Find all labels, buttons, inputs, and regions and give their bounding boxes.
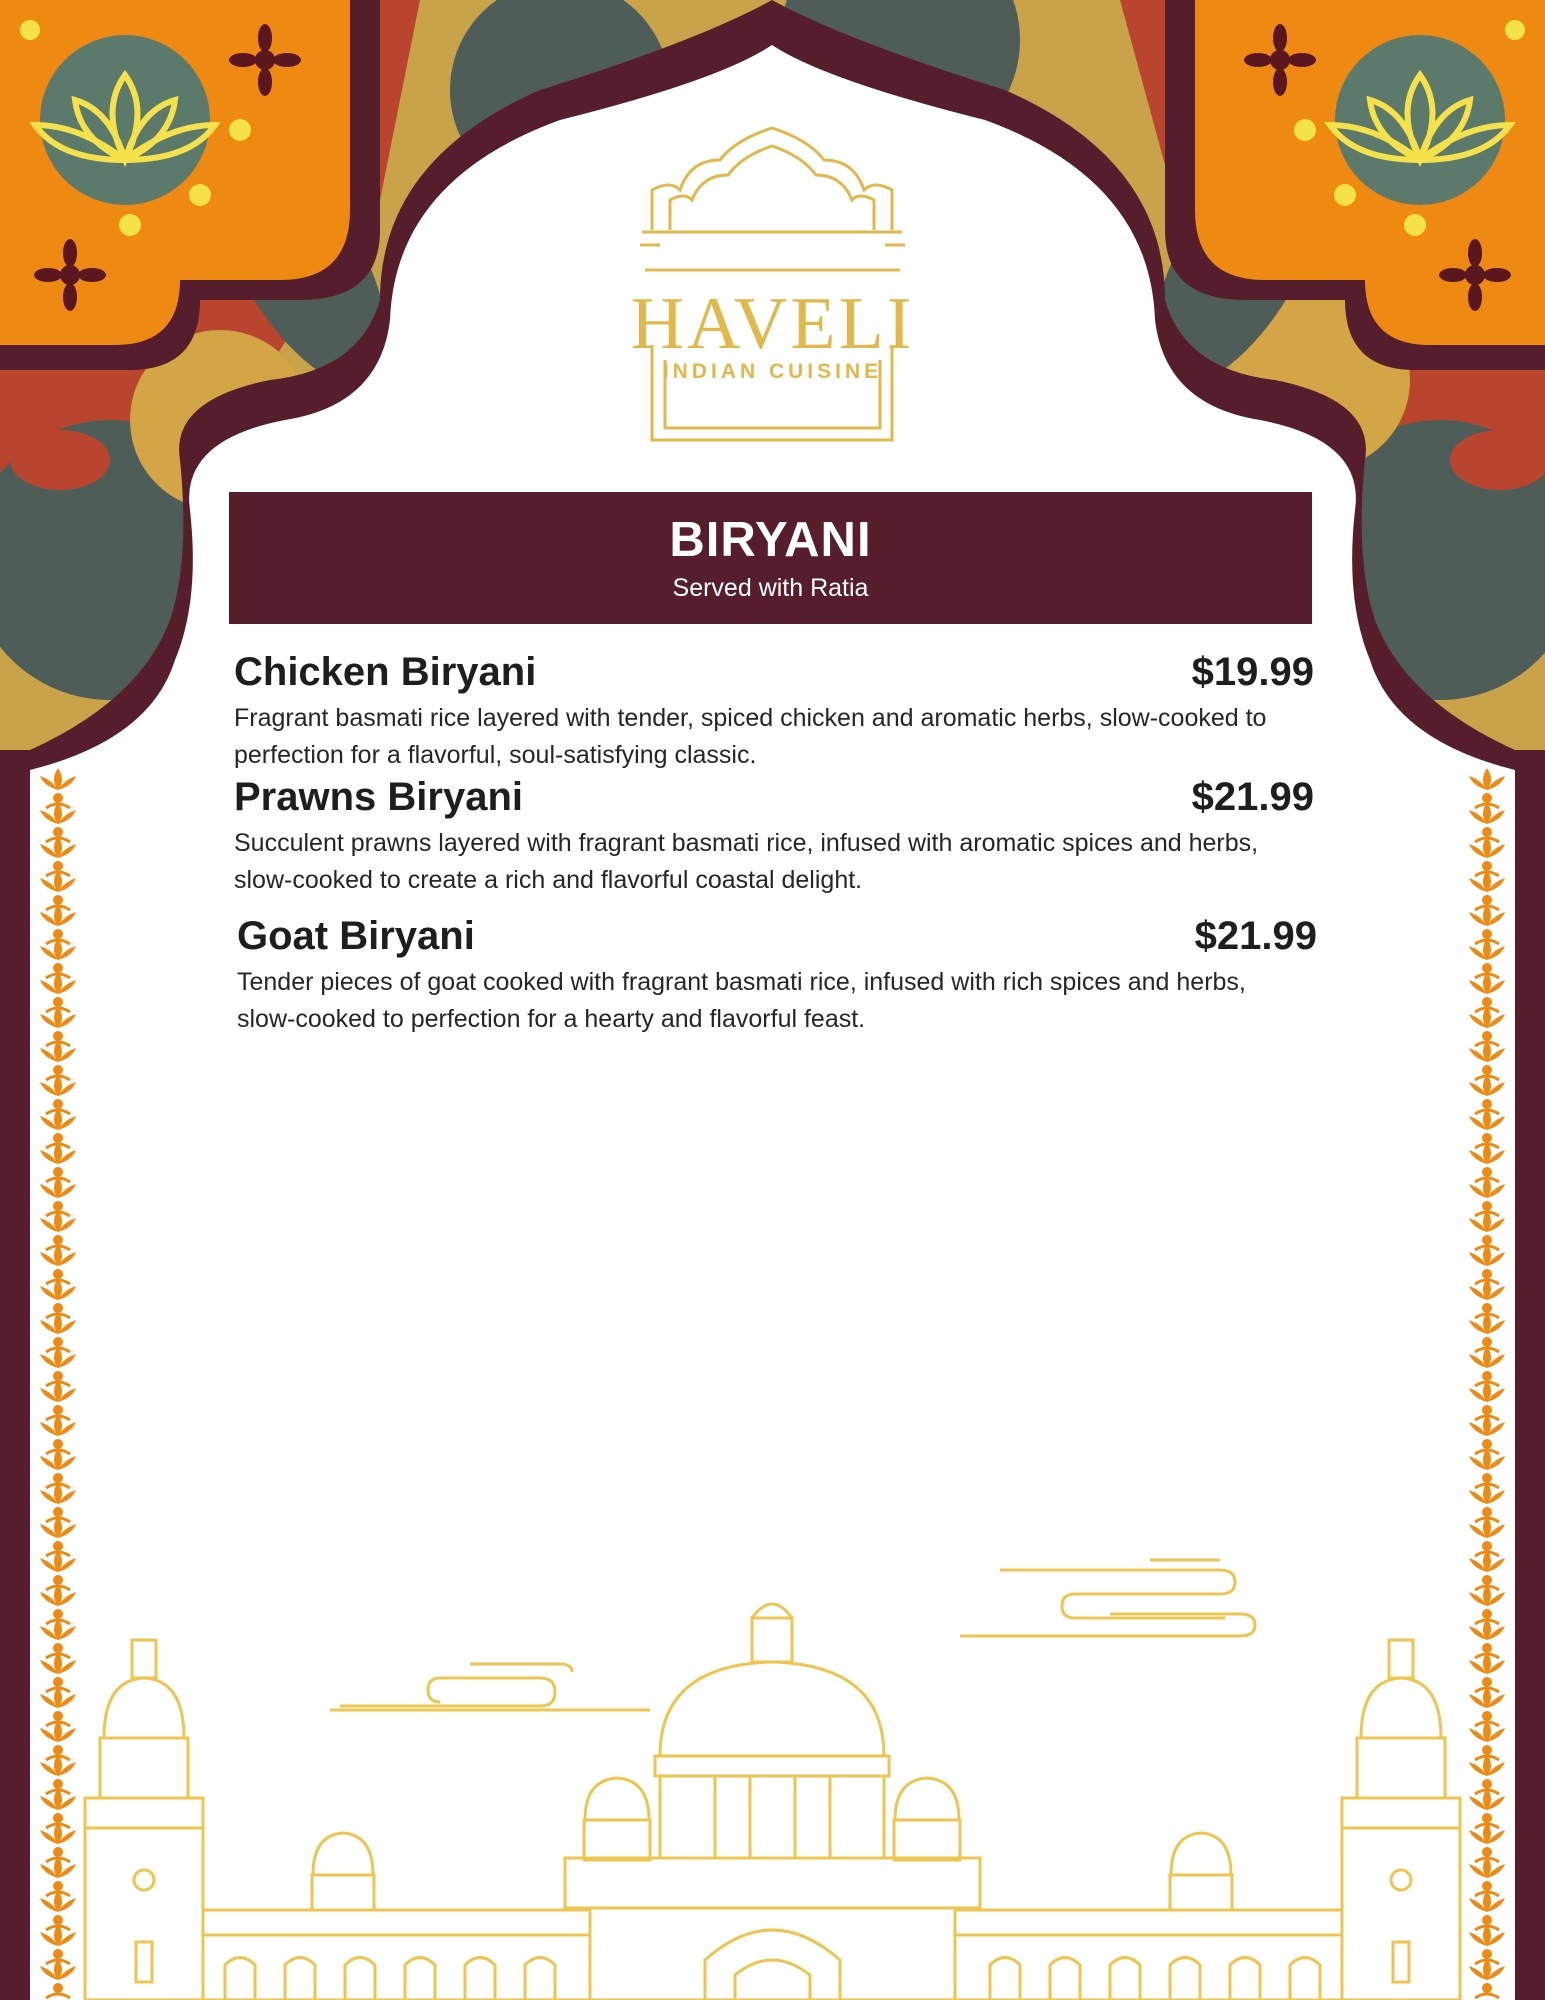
brand-tagline: INDIAN CUISINE	[662, 360, 883, 383]
item-price: $21.99	[1194, 914, 1317, 958]
menu-item	[234, 775, 1314, 899]
section-banner	[229, 492, 1312, 624]
item-name: Prawns Biryani	[234, 775, 524, 819]
section-title: BIRYANI	[669, 513, 872, 567]
brand-logo	[630, 120, 915, 455]
menu-item	[237, 914, 1317, 1038]
section-subtitle: Served with Ratia	[672, 574, 869, 602]
item-name: Goat Biryani	[237, 914, 475, 958]
item-price: $21.99	[1191, 775, 1314, 819]
item-description: Succulent prawns layered with fragrant basmati rice, infused with aromatic spices and herbs, slow-cooked to create a rich and flavorful coastal delight.	[234, 829, 1259, 894]
item-description: Tender pieces of goat cooked with fragrant basmati rice, infused with rich spices and herbs, slow-cooked to perfection for a hearty and flavorful feast.	[237, 968, 1246, 1033]
brand-name: HAVELI	[630, 283, 915, 365]
item-price: $19.99	[1191, 650, 1314, 694]
item-name: Chicken Biryani	[234, 650, 537, 694]
item-description: Fragrant basmati rice layered with tender, spiced chicken and aromatic herbs, slow-cooked to perfection for a flavorful, soul-satisfying classic.	[234, 704, 1267, 769]
menu-item	[234, 650, 1314, 774]
